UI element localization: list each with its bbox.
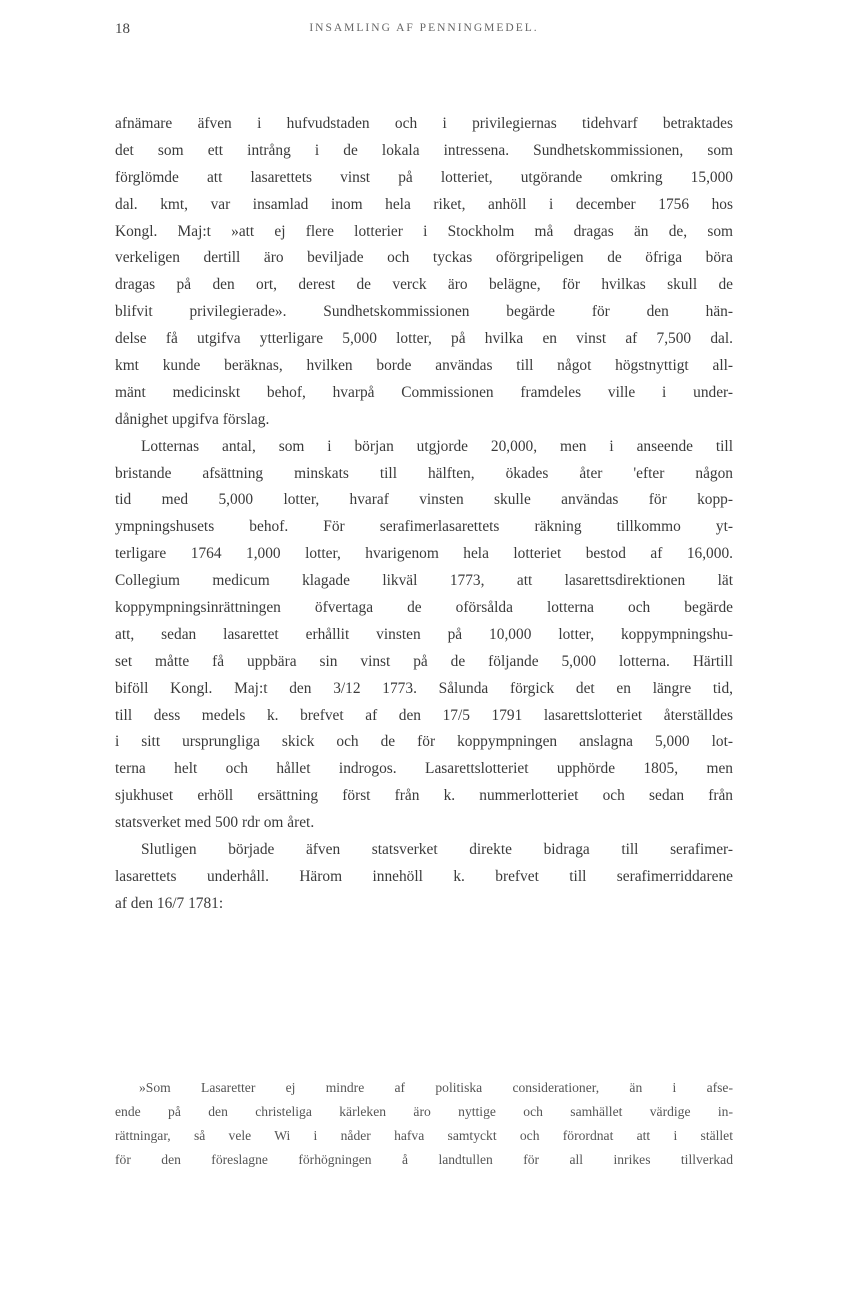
quote-line: »Som Lasaretter ej mindre af politiska considerationer, än i afse- (139, 1080, 733, 1095)
text-line: lasarettets underhåll. Härom innehöll k. brefvet till serafimerriddarene (115, 867, 733, 885)
text-line: delse få utgifva ytterligare 5,000 lotter, på hvilka en vinst af 7,500 dal. (115, 330, 733, 348)
text-line: set måtte få uppbära sin vinst på de följande 5,000 lotterna. Härtill (115, 652, 733, 670)
text-line: blifvit privilegierade». Sundhetskommissionen begärde för den hän- (115, 303, 733, 321)
text-line: statsverket med 500 rdr om året. (115, 814, 315, 832)
text-line: koppympningsinrättningen öfvertaga de oförsålda lotterna och begärde (115, 599, 733, 617)
text-line: terligare 1764 1,000 lotter, hvarigenom hela lotteriet bestod af 16,000. (115, 545, 733, 563)
text-line: tid med 5,000 lotter, hvaraf vinsten skulle användas för kopp- (115, 491, 733, 509)
text-line: kmt kunde beräknas, hvilken borde användas till något högstnyttigt all- (115, 357, 733, 375)
quote-line: ende på den christeliga kärleken äro nyttige och samhället värdige in- (115, 1104, 733, 1119)
text-line: afnämare äfven i hufvudstaden och i privilegiernas tidehvarf betraktades (115, 115, 733, 132)
text-line: Kongl. Maj:t »att ej flere lotterier i Stockholm må dragas än de, som (115, 222, 733, 240)
text-line: Slutligen började äfven statsverket direkte bidraga till serafimer- (141, 841, 733, 859)
text-line: i sitt ursprungliga skick och de för koppympningen anslagna 5,000 lot- (115, 733, 733, 751)
text-line: dragas på den ort, derest de verck äro belägne, för hvilkas skull de (115, 276, 733, 294)
text-line: Lotternas antal, som i början utgjorde 20,000, men i anseende till (141, 437, 733, 455)
body-text (115, 111, 733, 918)
text-line: att, sedan lasarettet erhållit vinsten på 10,000 lotter, koppympningshu- (115, 625, 733, 643)
text-line: dal. kmt, var insamlad inom hela riket, anhöll i december 1756 hos (115, 195, 733, 213)
block-quote (115, 1076, 733, 1172)
text-line: terna helt och hållet indrogos. Lasarettslotteriet upphörde 1805, men (115, 760, 733, 778)
text-line: förglömde att lasarettets vinst på lotteriet, utgörande omkring 15,000 (115, 168, 733, 186)
running-title: INSAMLING AF PENNINGMEDEL. (309, 22, 539, 34)
text-line: af den 16/7 1781: (115, 894, 224, 912)
text-line: det som ett intrång i de lokala intressena. Sundhetskommissionen, som (115, 141, 733, 159)
quote-line: rättningar, så vele Wi i nåder hafva samtyckt och förordnat att i stället (115, 1128, 733, 1143)
page-header (115, 18, 733, 42)
quote-line: för den föreslagne förhögningen å landtullen för all inrikes tillverkad (115, 1152, 733, 1167)
text-line: dånighet upgifva förslag. (115, 410, 270, 428)
text-line: Collegium medicum klagade likväl 1773, att lasarettsdirektionen lät (115, 572, 733, 590)
text-line: sjukhuset erhöll ersättning först från k. nummerlotteriet och sedan från (115, 787, 733, 805)
text-line: biföll Kongl. Maj:t den 3/12 1773. Sålunda förgick det en längre tid, (115, 679, 733, 697)
text-line: bristande afsättning minskats till hälften, ökades åter 'efter någon (115, 464, 733, 482)
text-line: verkeligen dertill äro beviljade och tyckas oförgripeligen de öfriga böra (115, 249, 733, 267)
text-line: mänt medicinskt behof, hvarpå Commissionen framdeles ville i under- (115, 383, 733, 401)
text-line: till dess medels k. brefvet af den 17/5 1791 lasarettslotteriet återställdes (115, 706, 733, 724)
text-line: ympningshusets behof. För serafimerlasarettets räkning tillkommo yt- (115, 518, 733, 536)
page-number: 18 (115, 21, 130, 37)
